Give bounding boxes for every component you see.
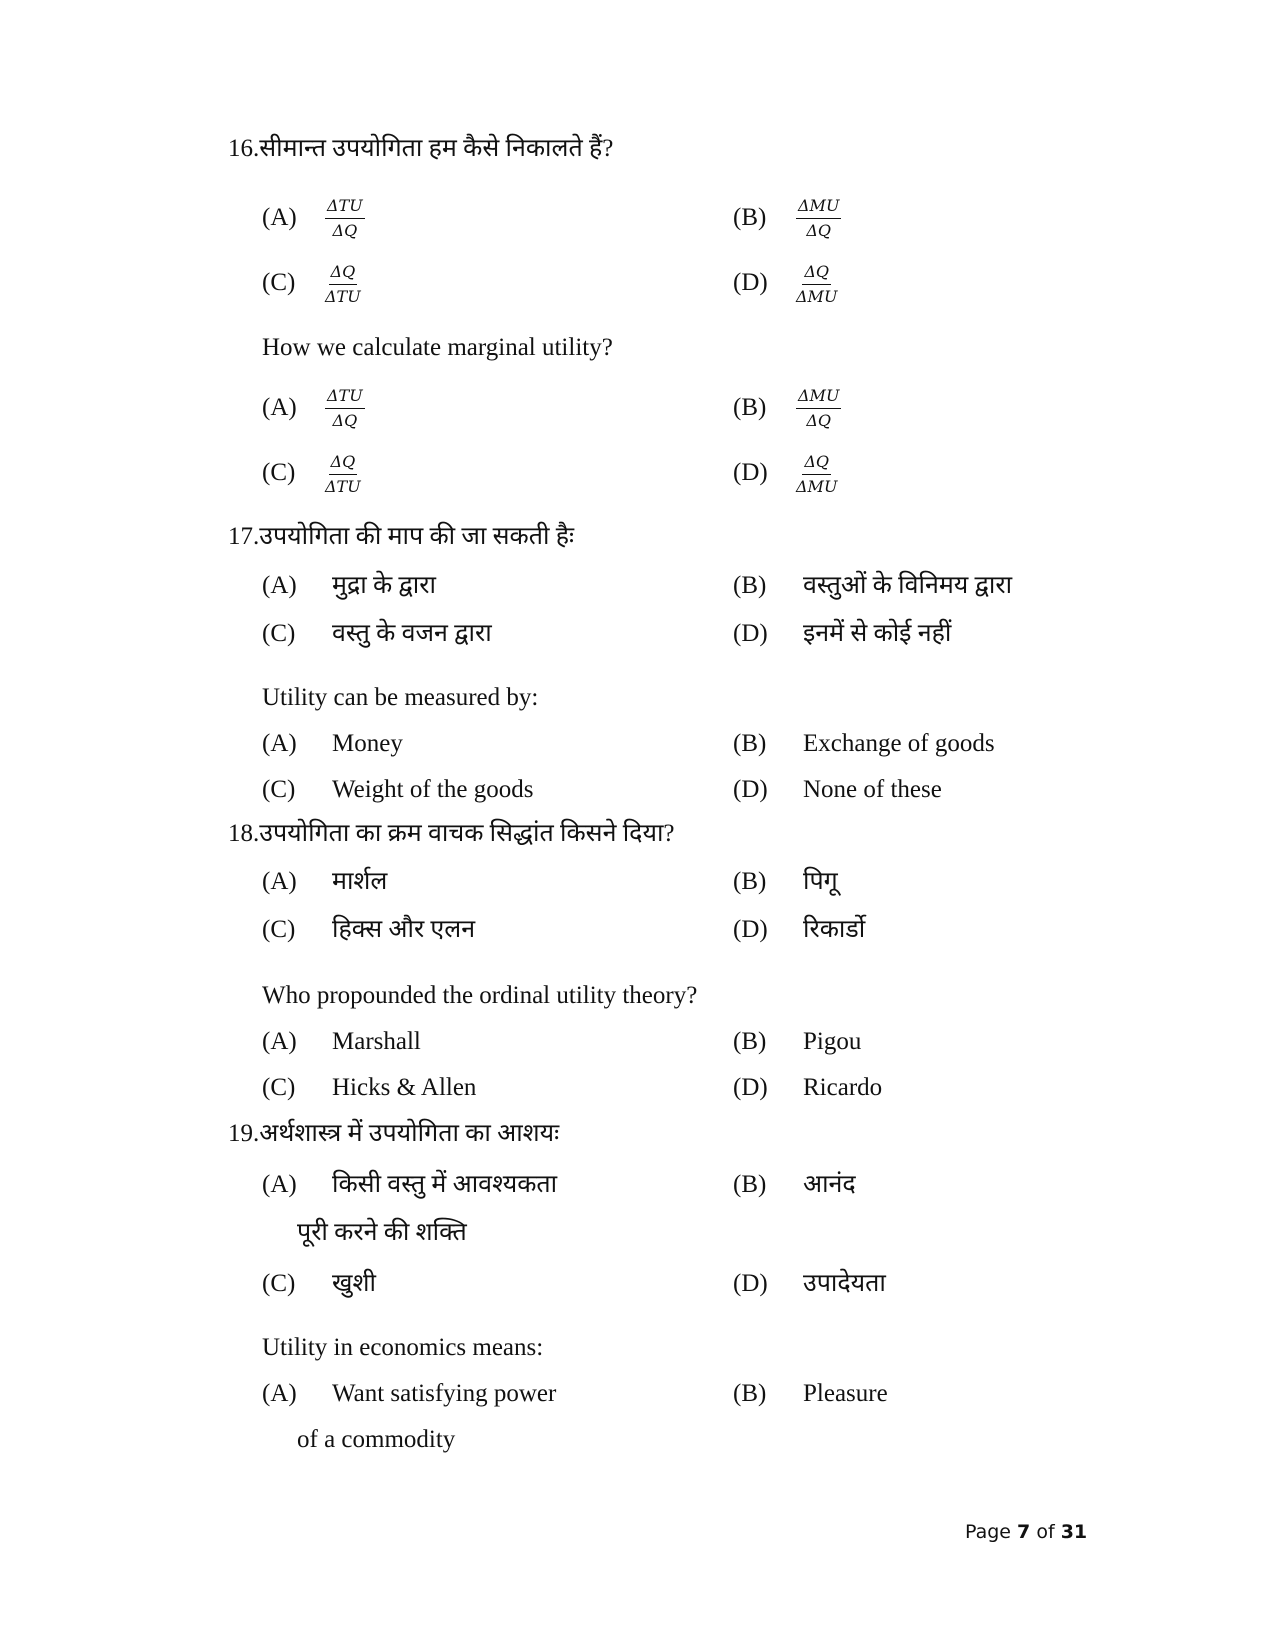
q16-english-option-a-fraction: ΔTU ΔQ (327, 386, 363, 430)
q17-hindi-option-c: वस्तु के वजन द्वारा (332, 620, 492, 647)
q16-hindi-question: 16.सीमान्त उपयोगिता हम कैसे निकालते हैं? (228, 135, 614, 162)
q18-hindi-option-c: हिक्स और एलन (332, 916, 476, 943)
q19-hindi-option-a-continued: पूरी करने की शक्ति (297, 1219, 467, 1246)
page-number: Page 7 of 31 (965, 1521, 1088, 1543)
q17-english-label-c: (C) (262, 776, 296, 803)
q16-english-label-c: (C) (262, 459, 296, 486)
q17-hindi-option-a: मुद्रा के द्वारा (332, 572, 436, 599)
q18-english-label-c: (C) (262, 1074, 296, 1101)
q17-hindi-option-d: इनमें से कोई नहीं (803, 620, 952, 647)
q19-english-option-a: Want satisfying power (332, 1380, 557, 1407)
q17-english-label-b: (B) (733, 730, 767, 757)
q17-english-label-d: (D) (733, 776, 768, 803)
q18-hindi-option-d: रिकार्डो (803, 916, 866, 943)
q18-english-label-a: (A) (262, 1028, 297, 1055)
q19-english-label-a: (A) (262, 1380, 297, 1407)
q17-english-label-a: (A) (262, 730, 297, 757)
q16-english-question: How we calculate marginal utility? (262, 334, 613, 361)
q18-hindi-label-c: (C) (262, 916, 296, 943)
q19-hindi-label-d: (D) (733, 1270, 768, 1297)
q19-hindi-label-a: (A) (262, 1171, 297, 1198)
q16-english-label-d: (D) (733, 459, 768, 486)
q19-english-label-b: (B) (733, 1380, 767, 1407)
q17-english-option-a: Money (332, 730, 403, 757)
q17-hindi-label-c: (C) (262, 620, 296, 647)
q16-english-option-c-fraction: ΔQ ΔTU (325, 452, 361, 496)
q17-hindi-label-b: (B) (733, 572, 767, 599)
q19-english-option-b: Pleasure (803, 1380, 888, 1407)
q16-english-option-d-fraction: ΔQ ΔMU (796, 452, 838, 496)
q17-hindi-option-b: वस्तुओं के विनिमय द्वारा (803, 572, 1013, 599)
q19-english-option-a-continued: of a commodity (297, 1426, 456, 1453)
q16-hindi-option-c-fraction: ΔQ ΔTU (325, 262, 361, 306)
q19-hindi-option-a: किसी वस्तु में आवश्यकता (332, 1171, 558, 1198)
q17-hindi-question: 17.उपयोगिता की माप की जा सकती हैः (228, 523, 575, 550)
q18-english-label-b: (B) (733, 1028, 767, 1055)
q17-english-option-b: Exchange of goods (803, 730, 995, 757)
q17-english-question: Utility can be measured by: (262, 684, 539, 711)
q16-hindi-option-a-fraction: ΔTU ΔQ (327, 196, 363, 240)
q18-english-label-d: (D) (733, 1074, 768, 1101)
q18-hindi-option-a: मार्शल (332, 868, 388, 895)
q16-hindi-option-d-fraction: ΔQ ΔMU (796, 262, 838, 306)
q16-hindi-option-b-fraction: ΔMU ΔQ (798, 196, 840, 240)
q18-english-question: Who propounded the ordinal utility theory? (262, 982, 698, 1009)
q16-hindi-label-d: (D) (733, 269, 768, 296)
q17-hindi-label-d: (D) (733, 620, 768, 647)
q18-hindi-label-d: (D) (733, 916, 768, 943)
q16-english-label-b: (B) (733, 394, 767, 421)
q18-hindi-label-a: (A) (262, 868, 297, 895)
q19-hindi-label-b: (B) (733, 1171, 767, 1198)
q18-english-option-d: Ricardo (803, 1074, 883, 1101)
q17-hindi-label-a: (A) (262, 572, 297, 599)
q17-english-option-d: None of these (803, 776, 942, 803)
q18-english-option-a: Marshall (332, 1028, 421, 1055)
q16-hindi-label-c: (C) (262, 269, 296, 296)
q18-english-option-c: Hicks & Allen (332, 1074, 477, 1101)
q17-english-option-c: Weight of the goods (332, 776, 534, 803)
q19-hindi-option-d: उपादेयता (803, 1270, 886, 1297)
q16-hindi-label-b: (B) (733, 204, 767, 231)
q18-hindi-question: 18.उपयोगिता का क्रम वाचक सिद्धांत किसने दिया? (228, 820, 675, 847)
q18-hindi-label-b: (B) (733, 868, 767, 895)
q16-hindi-label-a: (A) (262, 204, 297, 231)
q19-english-question: Utility in economics means: (262, 1334, 544, 1361)
q19-hindi-label-c: (C) (262, 1270, 296, 1297)
q19-hindi-question: 19.अर्थशास्त्र में उपयोगिता का आशयः (228, 1120, 560, 1147)
q18-english-option-b: Pigou (803, 1028, 862, 1055)
q16-english-option-b-fraction: ΔMU ΔQ (798, 386, 840, 430)
q16-english-label-a: (A) (262, 394, 297, 421)
q19-hindi-option-c: खुशी (332, 1270, 376, 1297)
q19-hindi-option-b: आनंद (803, 1171, 856, 1198)
q18-hindi-option-b: पिगू (803, 868, 838, 895)
